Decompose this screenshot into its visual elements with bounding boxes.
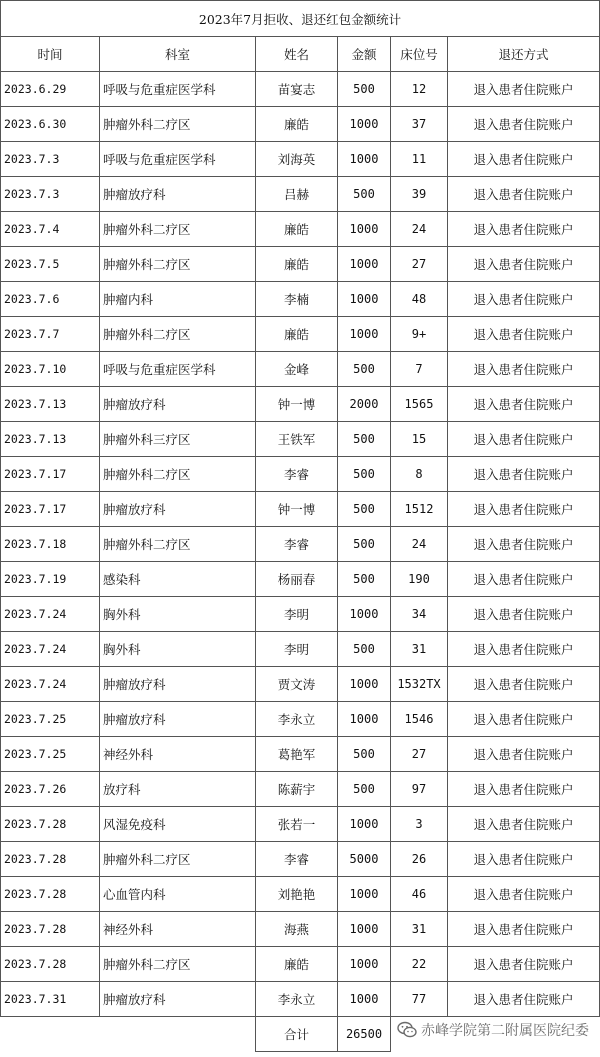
cell-amount: 1000 xyxy=(338,107,391,142)
cell-date: 2023.6.29 xyxy=(1,72,100,107)
cell-date: 2023.7.24 xyxy=(1,632,100,667)
cell-bed: 37 xyxy=(391,107,448,142)
cell-dept: 肿瘤外科二疗区 xyxy=(100,107,256,142)
cell-dept: 胸外科 xyxy=(100,597,256,632)
cell-dept: 肿瘤外科三疗区 xyxy=(100,422,256,457)
cell-amount: 500 xyxy=(338,177,391,212)
cell-date: 2023.7.31 xyxy=(1,982,100,1017)
cell-method: 退入患者住院账户 xyxy=(448,177,600,212)
table-row xyxy=(1,247,600,282)
table-row xyxy=(1,632,600,667)
cell-date: 2023.7.3 xyxy=(1,142,100,177)
wechat-icon xyxy=(397,1021,417,1039)
cell-name: 海燕 xyxy=(256,912,338,947)
cell-date: 2023.7.28 xyxy=(1,877,100,912)
table-row xyxy=(1,527,600,562)
cell-method: 退入患者住院账户 xyxy=(448,702,600,737)
cell-method: 退入患者住院账户 xyxy=(448,947,600,982)
table-row xyxy=(1,562,600,597)
cell-amount: 1000 xyxy=(338,317,391,352)
cell-amount: 1000 xyxy=(338,807,391,842)
cell-amount: 1000 xyxy=(338,597,391,632)
cell-method: 退入患者住院账户 xyxy=(448,807,600,842)
table-row xyxy=(1,492,600,527)
cell-dept: 神经外科 xyxy=(100,737,256,772)
cell-dept: 肿瘤放疗科 xyxy=(100,667,256,702)
cell-date: 2023.7.26 xyxy=(1,772,100,807)
cell-amount: 500 xyxy=(338,737,391,772)
cell-bed: 27 xyxy=(391,247,448,282)
table-row xyxy=(1,667,600,702)
cell-date: 2023.7.19 xyxy=(1,562,100,597)
table-row xyxy=(1,142,600,177)
table-row xyxy=(1,282,600,317)
cell-date: 2023.7.13 xyxy=(1,422,100,457)
cell-bed: 48 xyxy=(391,282,448,317)
cell-name: 廉皓 xyxy=(256,247,338,282)
cell-date: 2023.7.6 xyxy=(1,282,100,317)
cell-method: 退入患者住院账户 xyxy=(448,457,600,492)
cell-method: 退入患者住院账户 xyxy=(448,72,600,107)
cell-bed: 24 xyxy=(391,527,448,562)
table-row xyxy=(1,947,600,982)
total-spacer xyxy=(100,1017,256,1052)
cell-bed: 24 xyxy=(391,212,448,247)
cell-date: 2023.7.17 xyxy=(1,457,100,492)
cell-dept: 肿瘤外科二疗区 xyxy=(100,947,256,982)
cell-bed: 3 xyxy=(391,807,448,842)
cell-amount: 500 xyxy=(338,72,391,107)
table-row xyxy=(1,317,600,352)
cell-dept: 感染科 xyxy=(100,562,256,597)
cell-dept: 肿瘤外科二疗区 xyxy=(100,317,256,352)
cell-date: 2023.7.3 xyxy=(1,177,100,212)
cell-date: 2023.7.28 xyxy=(1,842,100,877)
cell-dept: 神经外科 xyxy=(100,912,256,947)
cell-amount: 500 xyxy=(338,632,391,667)
cell-bed: 8 xyxy=(391,457,448,492)
cell-bed: 1532TX xyxy=(391,667,448,702)
cell-name: 李明 xyxy=(256,632,338,667)
cell-date: 2023.6.30 xyxy=(1,107,100,142)
cell-dept: 肿瘤外科二疗区 xyxy=(100,247,256,282)
cell-bed: 34 xyxy=(391,597,448,632)
cell-method: 退入患者住院账户 xyxy=(448,247,600,282)
cell-method: 退入患者住院账户 xyxy=(448,772,600,807)
cell-date: 2023.7.28 xyxy=(1,947,100,982)
cell-amount: 1000 xyxy=(338,702,391,737)
cell-name: 廉皓 xyxy=(256,212,338,247)
cell-bed: 97 xyxy=(391,772,448,807)
cell-date: 2023.7.28 xyxy=(1,807,100,842)
cell-bed: 31 xyxy=(391,912,448,947)
cell-bed: 1512 xyxy=(391,492,448,527)
cell-amount: 1000 xyxy=(338,877,391,912)
cell-method: 退入患者住院账户 xyxy=(448,212,600,247)
cell-date: 2023.7.24 xyxy=(1,597,100,632)
cell-amount: 500 xyxy=(338,527,391,562)
cell-dept: 肿瘤外科二疗区 xyxy=(100,212,256,247)
total-amount: 26500 xyxy=(338,1017,391,1052)
cell-name: 刘艳艳 xyxy=(256,877,338,912)
cell-name: 廉皓 xyxy=(256,317,338,352)
cell-name: 李睿 xyxy=(256,842,338,877)
table-row xyxy=(1,457,600,492)
cell-bed: 190 xyxy=(391,562,448,597)
cell-bed: 1546 xyxy=(391,702,448,737)
table-row xyxy=(1,982,600,1017)
table-title: 2023年7月拒收、退还红包金额统计 xyxy=(1,1,600,37)
header-dept: 科室 xyxy=(100,37,256,72)
header-row xyxy=(1,37,600,72)
cell-method: 退入患者住院账户 xyxy=(448,632,600,667)
cell-name: 李睿 xyxy=(256,457,338,492)
header-date: 时间 xyxy=(1,37,100,72)
cell-dept: 风湿免疫科 xyxy=(100,807,256,842)
cell-bed: 39 xyxy=(391,177,448,212)
cell-amount: 500 xyxy=(338,457,391,492)
cell-dept: 肿瘤内科 xyxy=(100,282,256,317)
table-row xyxy=(1,877,600,912)
table-row xyxy=(1,212,600,247)
table-row xyxy=(1,422,600,457)
cell-date: 2023.7.18 xyxy=(1,527,100,562)
cell-amount: 1000 xyxy=(338,982,391,1017)
watermark xyxy=(393,1018,591,1042)
cell-name: 李明 xyxy=(256,597,338,632)
cell-method: 退入患者住院账户 xyxy=(448,737,600,772)
cell-dept: 肿瘤放疗科 xyxy=(100,702,256,737)
cell-amount: 1000 xyxy=(338,212,391,247)
cell-bed: 12 xyxy=(391,72,448,107)
cell-name: 李睿 xyxy=(256,527,338,562)
cell-bed: 7 xyxy=(391,352,448,387)
cell-method: 退入患者住院账户 xyxy=(448,562,600,597)
cell-amount: 1000 xyxy=(338,247,391,282)
cell-bed: 26 xyxy=(391,842,448,877)
cell-amount: 1000 xyxy=(338,947,391,982)
cell-date: 2023.7.4 xyxy=(1,212,100,247)
cell-name: 杨丽春 xyxy=(256,562,338,597)
cell-dept: 肿瘤放疗科 xyxy=(100,492,256,527)
cell-bed: 9+ xyxy=(391,317,448,352)
cell-method: 退入患者住院账户 xyxy=(448,597,600,632)
cell-dept: 肿瘤外科二疗区 xyxy=(100,842,256,877)
cell-name: 李永立 xyxy=(256,702,338,737)
cell-dept: 肿瘤放疗科 xyxy=(100,387,256,422)
cell-date: 2023.7.7 xyxy=(1,317,100,352)
header-name: 姓名 xyxy=(256,37,338,72)
cell-method: 退入患者住院账户 xyxy=(448,527,600,562)
table-row xyxy=(1,702,600,737)
total-label: 合计 xyxy=(256,1017,338,1052)
cell-date: 2023.7.25 xyxy=(1,737,100,772)
header-method: 退还方式 xyxy=(448,37,600,72)
cell-name: 廉皓 xyxy=(256,947,338,982)
cell-dept: 心血管内科 xyxy=(100,877,256,912)
cell-bed: 27 xyxy=(391,737,448,772)
cell-bed: 31 xyxy=(391,632,448,667)
cell-method: 退入患者住院账户 xyxy=(448,387,600,422)
cell-method: 退入患者住院账户 xyxy=(448,422,600,457)
table-row xyxy=(1,807,600,842)
table-row xyxy=(1,387,600,422)
cell-dept: 胸外科 xyxy=(100,632,256,667)
cell-method: 退入患者住院账户 xyxy=(448,317,600,352)
table-row xyxy=(1,912,600,947)
cell-bed: 1565 xyxy=(391,387,448,422)
cell-amount: 2000 xyxy=(338,387,391,422)
cell-amount: 500 xyxy=(338,492,391,527)
cell-name: 陈薪宇 xyxy=(256,772,338,807)
table-row xyxy=(1,107,600,142)
cell-bed: 11 xyxy=(391,142,448,177)
cell-dept: 呼吸与危重症医学科 xyxy=(100,142,256,177)
table-row xyxy=(1,772,600,807)
cell-date: 2023.7.25 xyxy=(1,702,100,737)
cell-bed: 46 xyxy=(391,877,448,912)
table-row xyxy=(1,352,600,387)
cell-method: 退入患者住院账户 xyxy=(448,912,600,947)
cell-name: 苗宴志 xyxy=(256,72,338,107)
cell-name: 廉皓 xyxy=(256,107,338,142)
cell-name: 李楠 xyxy=(256,282,338,317)
cell-name: 李永立 xyxy=(256,982,338,1017)
cell-dept: 肿瘤外科二疗区 xyxy=(100,527,256,562)
cell-bed: 77 xyxy=(391,982,448,1017)
cell-date: 2023.7.28 xyxy=(1,912,100,947)
cell-amount: 1000 xyxy=(338,912,391,947)
cell-date: 2023.7.13 xyxy=(1,387,100,422)
cell-name: 钟一博 xyxy=(256,492,338,527)
cell-bed: 22 xyxy=(391,947,448,982)
table-row xyxy=(1,842,600,877)
table-row xyxy=(1,72,600,107)
cell-name: 刘海英 xyxy=(256,142,338,177)
table-row xyxy=(1,177,600,212)
cell-date: 2023.7.24 xyxy=(1,667,100,702)
cell-method: 退入患者住院账户 xyxy=(448,352,600,387)
cell-method: 退入患者住院账户 xyxy=(448,142,600,177)
cell-amount: 1000 xyxy=(338,142,391,177)
table-row xyxy=(1,597,600,632)
cell-bed: 15 xyxy=(391,422,448,457)
cell-dept: 放疗科 xyxy=(100,772,256,807)
cell-name: 贾文涛 xyxy=(256,667,338,702)
cell-method: 退入患者住院账户 xyxy=(448,492,600,527)
cell-name: 张若一 xyxy=(256,807,338,842)
cell-amount: 1000 xyxy=(338,667,391,702)
cell-method: 退入患者住院账户 xyxy=(448,282,600,317)
cell-name: 葛艳军 xyxy=(256,737,338,772)
cell-amount: 1000 xyxy=(338,282,391,317)
cell-dept: 呼吸与危重症医学科 xyxy=(100,352,256,387)
cell-date: 2023.7.10 xyxy=(1,352,100,387)
cell-name: 吕赫 xyxy=(256,177,338,212)
watermark-text: 赤峰学院第二附属医院纪委 xyxy=(421,1023,589,1039)
cell-name: 王铁军 xyxy=(256,422,338,457)
cell-date: 2023.7.17 xyxy=(1,492,100,527)
cell-name: 金峰 xyxy=(256,352,338,387)
cell-amount: 500 xyxy=(338,772,391,807)
cell-amount: 500 xyxy=(338,562,391,597)
cell-dept: 肿瘤放疗科 xyxy=(100,177,256,212)
cell-date: 2023.7.5 xyxy=(1,247,100,282)
cell-dept: 肿瘤放疗科 xyxy=(100,982,256,1017)
header-amount: 金额 xyxy=(338,37,391,72)
cell-method: 退入患者住院账户 xyxy=(448,842,600,877)
header-bed: 床位号 xyxy=(391,37,448,72)
cell-method: 退入患者住院账户 xyxy=(448,982,600,1017)
cell-method: 退入患者住院账户 xyxy=(448,667,600,702)
cell-dept: 呼吸与危重症医学科 xyxy=(100,72,256,107)
total-spacer xyxy=(1,1017,100,1052)
cell-method: 退入患者住院账户 xyxy=(448,877,600,912)
cell-amount: 500 xyxy=(338,422,391,457)
cell-dept: 肿瘤外科二疗区 xyxy=(100,457,256,492)
cell-amount: 5000 xyxy=(338,842,391,877)
cell-method: 退入患者住院账户 xyxy=(448,107,600,142)
table-row xyxy=(1,737,600,772)
cell-name: 钟一博 xyxy=(256,387,338,422)
cell-amount: 500 xyxy=(338,352,391,387)
